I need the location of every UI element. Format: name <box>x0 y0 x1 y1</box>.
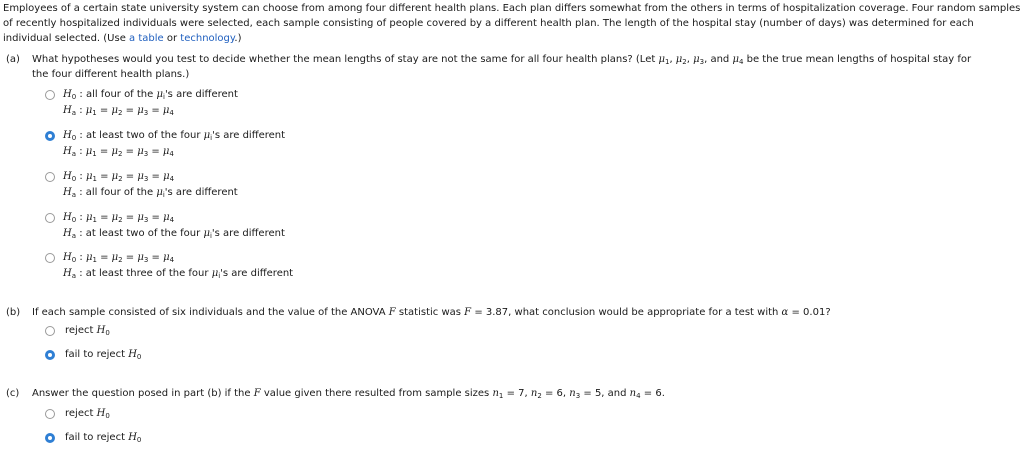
table-link[interactable]: a table <box>129 33 164 44</box>
part-c-option-reject[interactable]: reject $H_0$ <box>45 408 245 422</box>
part-a-question-line1: What hypotheses would you test to decide whether the mean lengths of stay are not the same for all four health plans? (Let <box>32 54 656 65</box>
part-a-option-4[interactable]: $H_0$ : $\mu_1 = \mu_2 = \mu_3 = \mu_4$ $H_a$ : at least two of the four $\mu_i's$ are different <box>45 212 445 242</box>
part-c-reject-label: reject <box>65 408 94 419</box>
part-b-fail-label: fail to reject <box>65 349 125 360</box>
option-4-ha-end: 's are different <box>211 228 285 239</box>
part-b-radio-reject[interactable] <box>45 326 55 336</box>
part-b-label: (b) <box>6 307 21 318</box>
part-a-option-5[interactable]: $H_0$ : $\mu_1 = \mu_2 = \mu_3 = \mu_4$ $H_a$ : at least three of the four $\mu_i's$ are different <box>45 252 445 282</box>
part-c-question: (c) Answer the question posed in part (b) if the F value given there resulted from sample sizes $n_1 = 7$, $n_2 = 6$, $n_3 = 5$, and $n_4 = 6$. <box>6 388 665 400</box>
part-c-n4: = 6. <box>643 388 665 399</box>
option-1-h0-text: all four of the <box>85 89 154 100</box>
part-b-question-mid: statistic was <box>398 307 461 318</box>
part-a-question-line1-end: be the true mean lengths of hospital stay for <box>746 54 972 65</box>
part-b-question: (b) If each sample consisted of six individuals and the value of the ANOVA F statistic was F = 3.87, what conclusion would be appropriate for a test with α = 0.01? <box>6 307 831 318</box>
part-b-reject-label: reject <box>65 325 94 336</box>
option-1-ha-math: $\mu_1 = \mu_2 = \mu_3 = \mu_4$ <box>85 105 174 117</box>
part-c-radio-reject[interactable] <box>45 409 55 419</box>
technology-link[interactable]: technology <box>180 33 235 44</box>
part-b-alpha-value: = 0.01? <box>791 307 831 318</box>
part-a-radio-3[interactable] <box>45 172 55 182</box>
part-a-option-1[interactable]: $H_0$ : all four of the $\mu_i's$ are different $H_a$ : $\mu_1 = \mu_2 = \mu_3 = \mu_4$ <box>45 89 445 119</box>
part-b-question-start: If each sample consisted of six individuals and the value of the ANOVA <box>32 307 386 318</box>
option-4-ha-text: at least two of the four <box>85 228 201 239</box>
part-b-f-value: = 3.87, <box>474 307 512 318</box>
part-b-question-end: what conclusion would be appropriate for a test with <box>514 307 779 318</box>
part-b-radio-fail[interactable] <box>45 350 55 360</box>
part-a-question: (a) What hypotheses would you test to decide whether the mean lengths of stay are not the same for all four health plans? (Let $\mu_1$, $\mu_2$, $\mu_3$, and $\mu_4$ be the true mean lengths of hospital stay for the four different health plans.) <box>6 54 972 80</box>
part-a-radio-2[interactable] <box>45 131 55 141</box>
part-a-option-3[interactable]: $H_0$ : $\mu_1 = \mu_2 = \mu_3 = \mu_4$ $H_a$ : all four of the $\mu_i's$ are different <box>45 171 445 201</box>
part-c-question-mid: value given there resulted from sample sizes <box>263 388 490 399</box>
intro-text: Employees of a certain state university system can choose from among four different health plans. Each plan differs somewhat from the others in terms of hospitalization coverage. Four random samples of recently hospitalized individuals were selected, each sample consisting of people covered by a different health plan. The length of the hospital stay (number of days) was determined for each individual selected. (Use <box>3 3 1021 44</box>
part-a-radio-1[interactable] <box>45 90 55 100</box>
part-a-radio-4[interactable] <box>45 213 55 223</box>
part-c-n3: = 5, and <box>583 388 627 399</box>
intro-end: .) <box>234 33 242 44</box>
problem-intro <box>3 1 1021 46</box>
option-3-ha-end: 's are different <box>164 187 238 198</box>
part-c-n1: = 7, <box>506 388 528 399</box>
option-4-h0-math: $\mu_1 = \mu_2 = \mu_3 = \mu_4$ <box>85 212 175 224</box>
part-b-option-fail[interactable]: fail to reject $H_0$ <box>45 349 245 363</box>
part-c-question-start: Answer the question posed in part (b) if the <box>32 388 251 399</box>
option-2-h0-end: 's are different <box>212 130 286 141</box>
part-c-n2: = 6, <box>544 388 567 399</box>
option-2-h0-text: at least two of the four <box>85 130 201 141</box>
part-a-question-line2: the four different health plans.) <box>32 69 190 80</box>
part-c-label: (c) <box>6 388 20 399</box>
option-3-h0-math: $\mu_1 = \mu_2 = \mu_3 = \mu_4$ <box>85 171 175 183</box>
part-b-option-reject[interactable]: reject $H_0$ <box>45 325 245 339</box>
option-1-h0-end: 's are different <box>164 89 238 100</box>
part-a-label: (a) <box>6 54 20 65</box>
part-c-option-fail[interactable]: fail to reject $H_0$ <box>45 432 245 446</box>
part-c-fail-label: fail to reject <box>65 432 125 443</box>
option-5-h0-math: $\mu_1 = \mu_2 = \mu_3 = \mu_4$ <box>85 252 175 264</box>
option-2-ha-math: $\mu_1 = \mu_2 = \mu_3 = \mu_4$ <box>85 146 174 158</box>
part-a-option-2[interactable]: $H_0$ : at least two of the four $\mu_i's$ are different $H_a$ : $\mu_1 = \mu_2 = \mu_3 = \mu_4$ <box>45 130 445 160</box>
option-5-ha-end: 's are different <box>220 268 294 279</box>
part-a-radio-5[interactable] <box>45 253 55 263</box>
option-5-ha-text: at least three of the four <box>85 268 209 279</box>
intro-or: or <box>163 33 181 44</box>
option-3-ha-text: all four of the <box>85 187 154 198</box>
part-c-radio-fail[interactable] <box>45 433 55 443</box>
